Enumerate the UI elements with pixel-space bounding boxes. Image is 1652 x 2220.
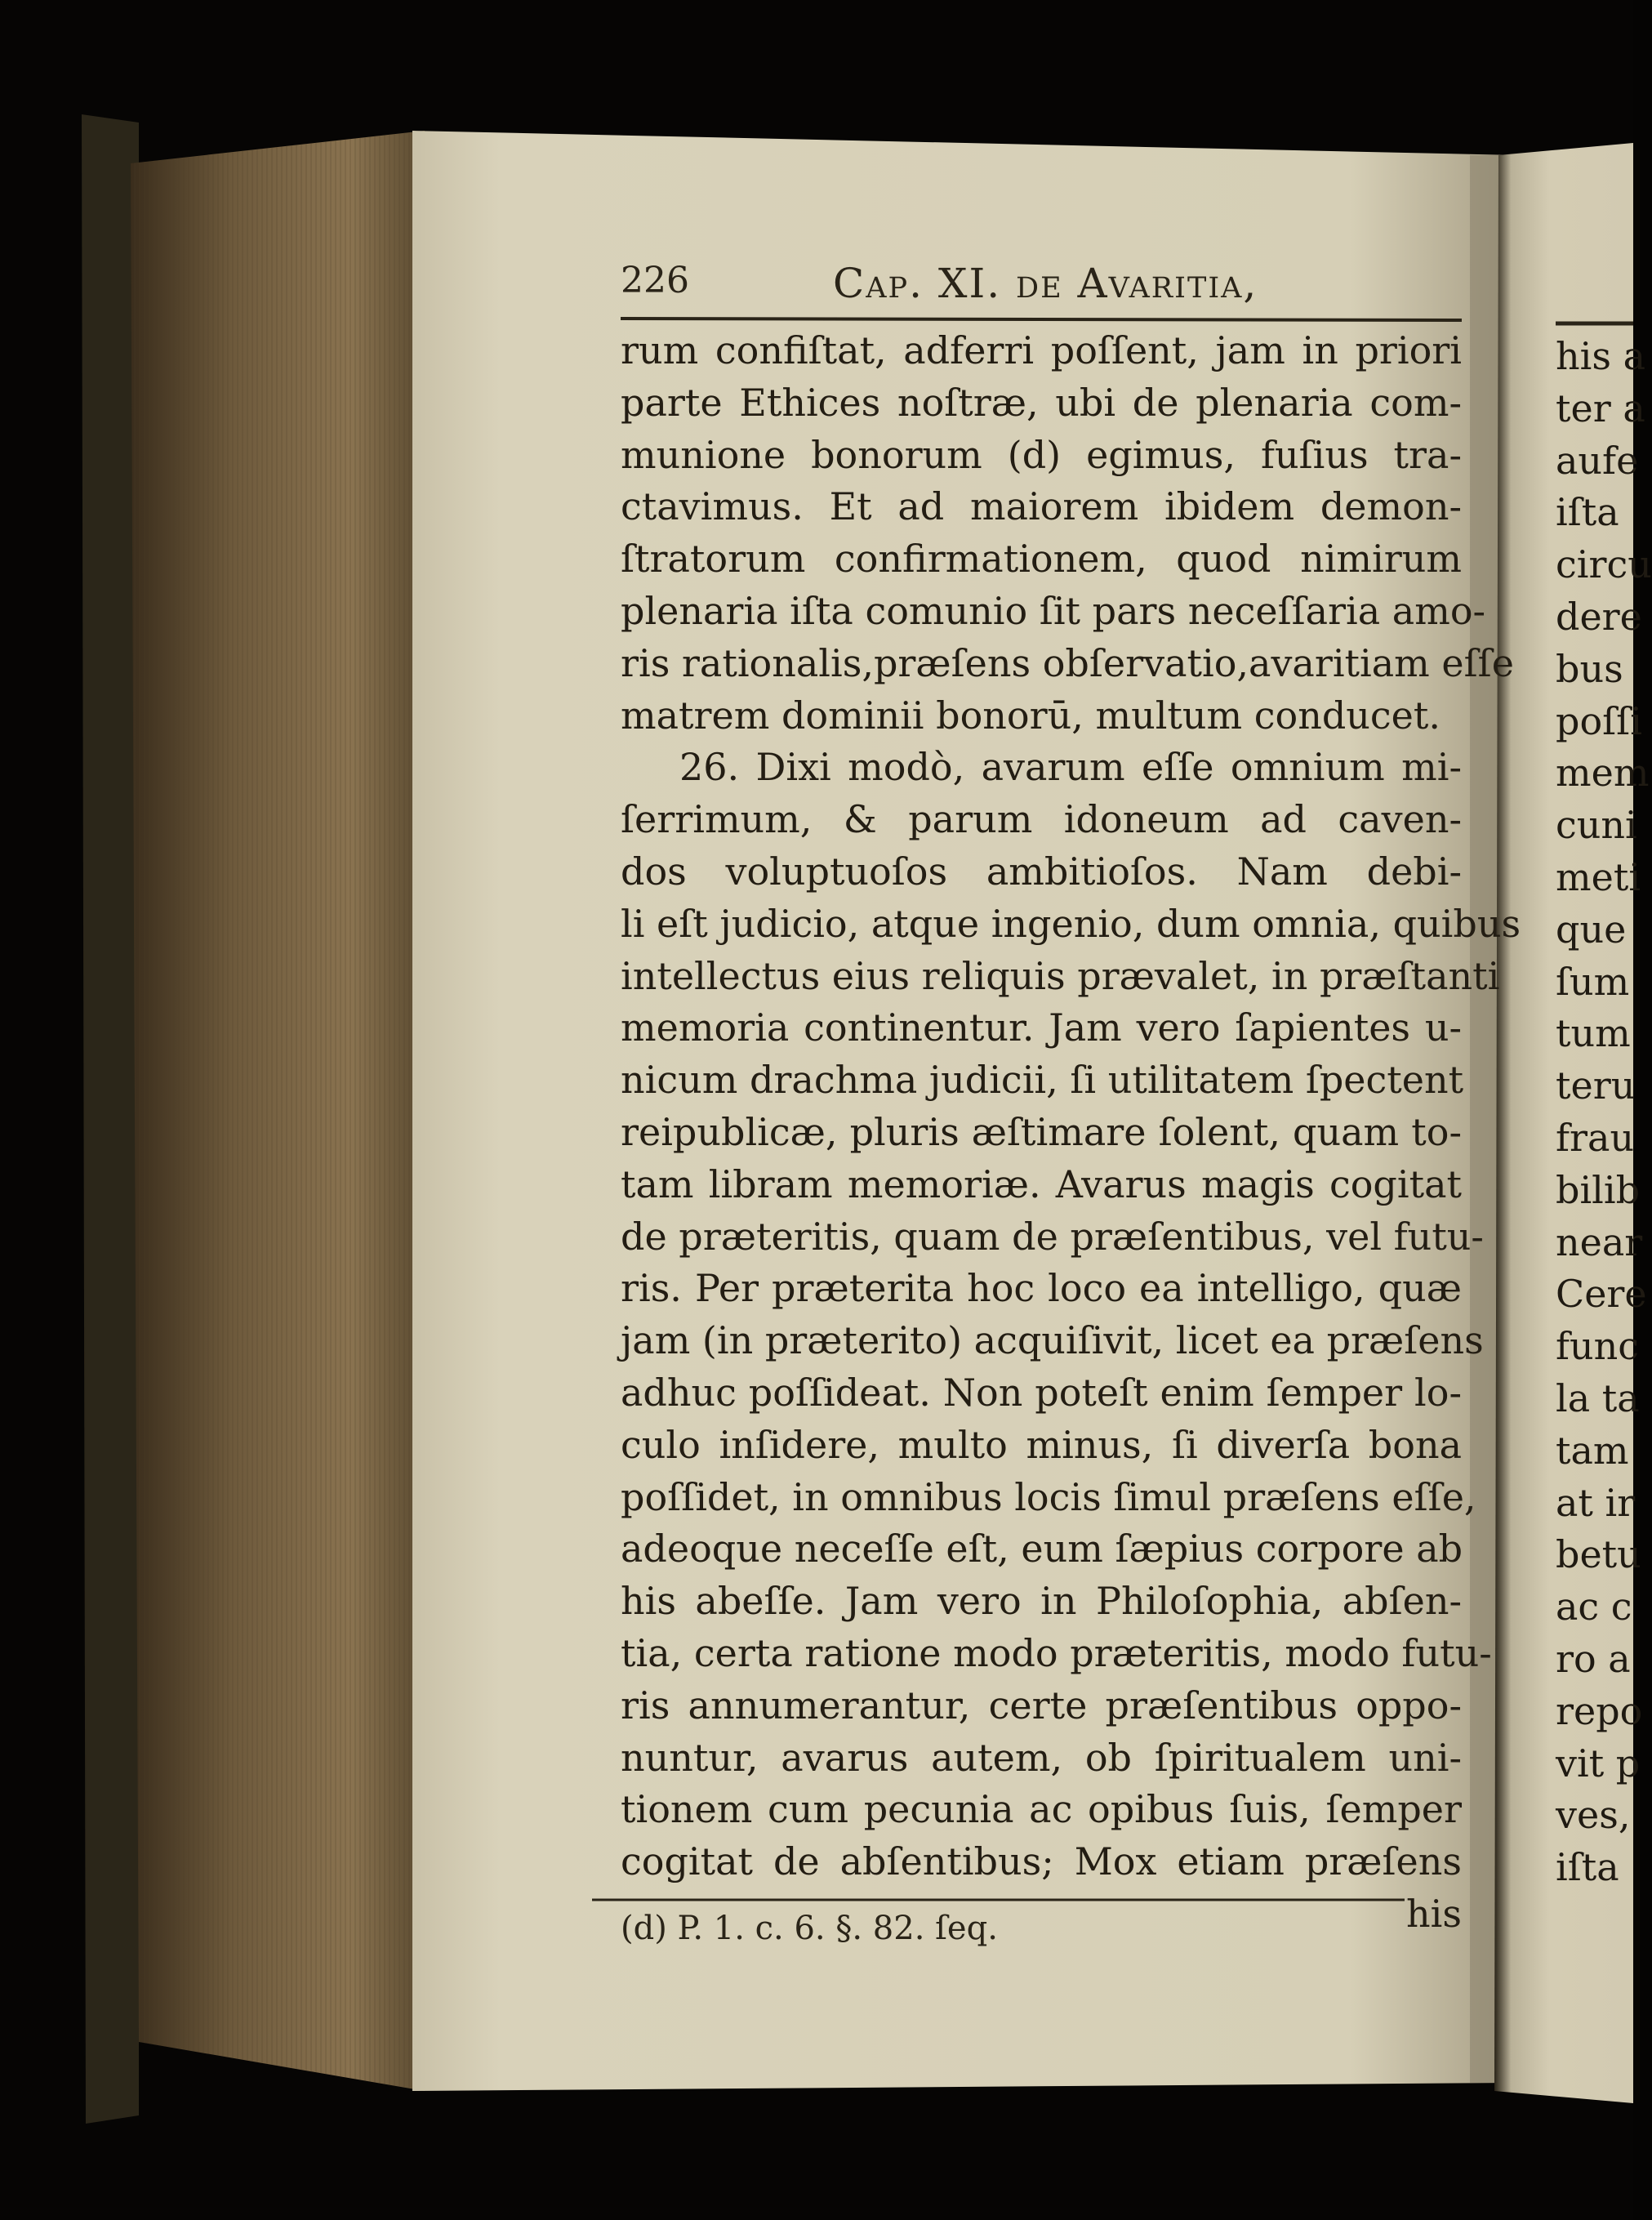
text-line: parte Ethices noſtræ, ubi de plenaria com- <box>621 380 1462 425</box>
text-line: ſtratorum confirmationem, quod nimirum <box>621 537 1462 582</box>
facing-line: bilib <box>1556 1167 1641 1212</box>
text-line: li eſt judicio, atque ingenio, dum omnia, quibus <box>621 901 1521 946</box>
facing-line: ſum <box>1556 959 1630 1004</box>
text-line: reipublicæ, pluris æſtimare ſolent, quam to- <box>621 1109 1462 1154</box>
facing-line: que <box>1556 907 1627 952</box>
text-line: ſerrimum, & parum idoneum ad caven- <box>621 797 1462 842</box>
facing-line: cuni <box>1556 803 1637 848</box>
text-line: tia, certa ratione modo præteritis, modo futu- <box>621 1630 1492 1675</box>
facing-line: near <box>1556 1219 1643 1264</box>
text-line: munione bonorum (d) egimus, fuſius tra- <box>621 432 1462 477</box>
facing-line: poſſi <box>1556 698 1642 743</box>
facing-line: ro a <box>1556 1636 1631 1681</box>
text-line: jam (in præterito) acquiſivit, licet ea præſens <box>621 1318 1484 1363</box>
facing-line: at ir <box>1556 1480 1636 1525</box>
catchword: his <box>1406 1891 1462 1936</box>
facing-line: his a <box>1556 334 1645 378</box>
facing-line: ac c <box>1556 1585 1632 1629</box>
text-line: tionem cum pecunia ac opibus ſuis, ſemper <box>621 1787 1462 1832</box>
text-line: memoria continentur. Jam vero ſapientes u- <box>621 1005 1462 1050</box>
text-line: de præteritis, quam de præſentibus, vel futu- <box>621 1214 1484 1259</box>
text-line: plenaria iſta comunio ſit pars neceſſaria amo- <box>621 588 1486 633</box>
facing-line: mem <box>1556 751 1650 796</box>
text-line: ris. Per præterita hoc loco ea intelligo, quæ <box>621 1266 1462 1311</box>
facing-line: betu <box>1556 1532 1641 1577</box>
facing-line: dere <box>1556 594 1642 639</box>
text-line: ctavimus. Et ad maiorem ibidem demon- <box>621 484 1462 529</box>
facing-line: tam <box>1556 1428 1629 1473</box>
text-line: adhuc poſſideat. Non poteſt enim ſemper lo- <box>621 1370 1462 1415</box>
facing-line: teru <box>1556 1063 1636 1108</box>
facing-page-text <box>1556 331 1652 1894</box>
running-header <box>621 260 1470 319</box>
text-line: ris annumerantur, certe præſentibus oppo- <box>621 1683 1462 1727</box>
footnote: (d) P. 1. c. 6. §. 82. ſeq. <box>621 1910 998 1947</box>
facing-line: bus <box>1556 646 1623 691</box>
text-line: cogitat de abſentibus; Mox etiam præſens <box>621 1839 1462 1884</box>
facing-line: func <box>1556 1324 1640 1369</box>
text-line: tam libram memoriæ. Avarus magis cogitat <box>621 1161 1462 1206</box>
text-line: poſſidet, in omnibus locis ſimul præſens eſſe, <box>621 1474 1476 1519</box>
text-line: matrem dominii bonorū, multum conducet. <box>621 693 1441 738</box>
body-text <box>621 325 1521 1941</box>
facing-line: repo <box>1556 1688 1643 1733</box>
facing-line: iſta <box>1556 490 1619 535</box>
facing-line: tum <box>1556 1011 1631 1056</box>
facing-line: ter a <box>1556 386 1645 430</box>
text-line: nuntur, avarus autem, ob ſpiritualem uni- <box>621 1735 1462 1780</box>
facing-line: la ta <box>1556 1375 1640 1420</box>
facing-line: aufe <box>1556 438 1639 483</box>
facing-line: ves, <box>1556 1793 1631 1838</box>
text-line: intellectus eius reliquis prævalet, in præſtanti <box>621 953 1500 998</box>
text-line: nicum drachma judicii, ſi utilitatem ſpectent <box>621 1058 1464 1103</box>
text-line: adeoque neceſſe eſt, eum ſæpius corpore ab <box>621 1527 1463 1571</box>
text-line: ris rationalis,præſens obſervatio,avaritiam eſſe <box>621 640 1514 685</box>
running-head: Cap. XI. de Avaritia, <box>833 260 1258 307</box>
facing-line: vit p <box>1556 1741 1641 1785</box>
text-line: 26. Dixi modò, avarum eſſe omnium mi- <box>679 745 1462 790</box>
page-number: 226 <box>621 260 689 301</box>
text-line: his abeſſe. Jam vero in Philoſophia, abſen- <box>621 1579 1462 1624</box>
text-line: rum confiſtat, adferri poſſent, jam in priori <box>621 328 1462 372</box>
facing-line: circu <box>1556 542 1652 587</box>
facing-line: iſta <box>1556 1845 1619 1890</box>
text-line: dos voluptuoſos ambitioſos. Nam debi- <box>621 849 1462 894</box>
facing-line: meti <box>1556 854 1641 899</box>
facing-line: frau <box>1556 1115 1635 1160</box>
text-line: culo inſidere, multo minus, ſi diverſa bona <box>621 1422 1462 1467</box>
facing-line: Cere <box>1556 1272 1647 1317</box>
